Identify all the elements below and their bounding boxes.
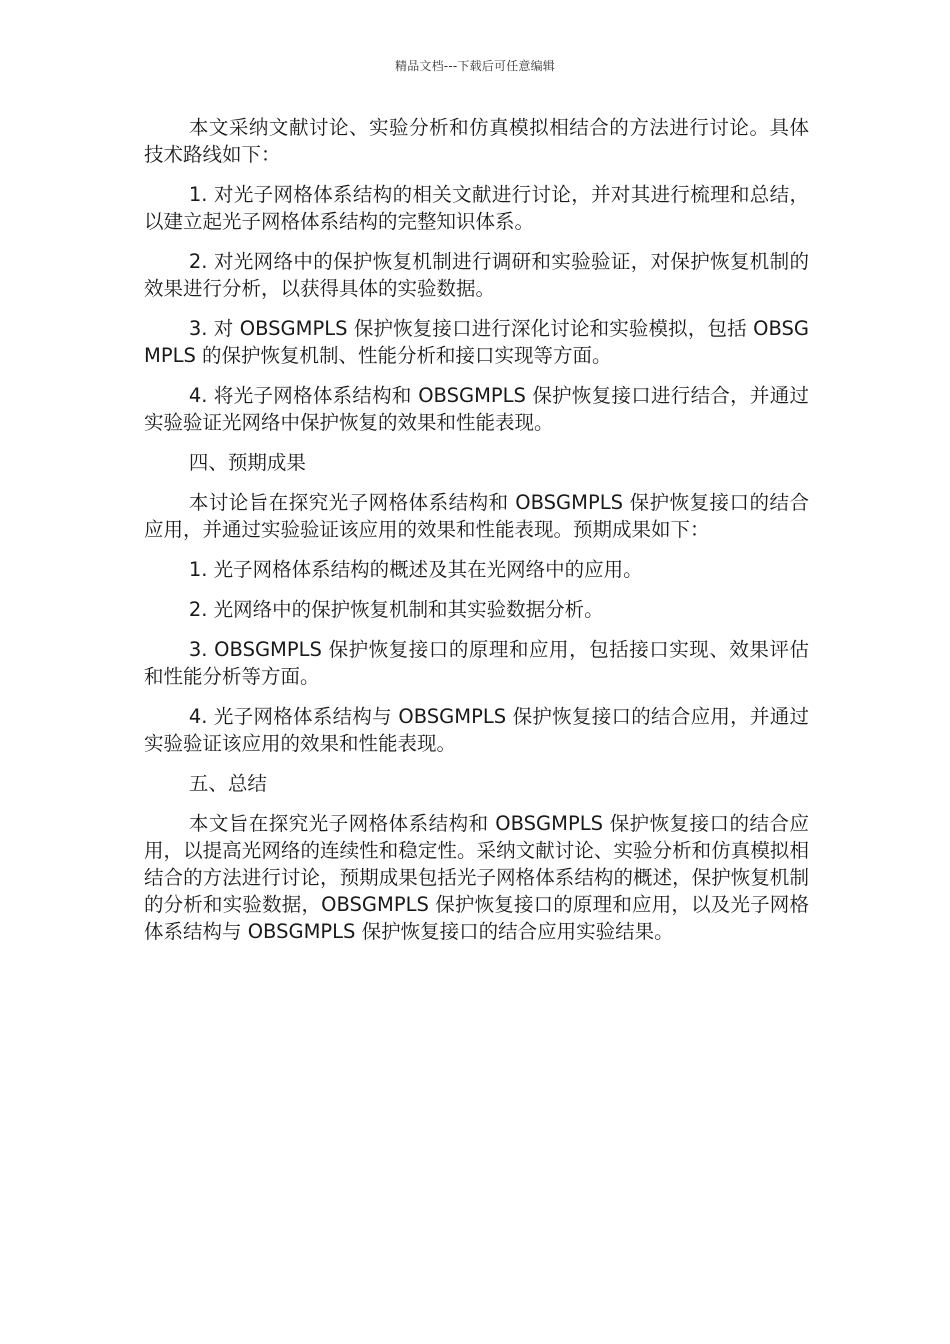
paragraph-route-1: 1. 对光子网格体系结构的相关文献进行讨论，并对其进行梳理和总结，以建立起光子网格体系结构的完整知识体系。 [144, 183, 809, 233]
paragraph-summary: 本文旨在探究光子网格体系结构和 OBSGMPLS 保护恢复接口的结合应用，以提高光网络的连续性和稳定性。采纳文献讨论、实验分析和仿真模拟相结合的方法进行讨论，预期成果包括光子网格体系结构的概述，保护恢复机制的分析和实验数据，OBSGMPLS 保护恢复接口的原理和应用，以及光子网格体系结构与 OBSGMPLS 保护恢复接口的结合应用实验结果。 [144, 812, 809, 943]
page-header: 精品文档---下载后可任意编辑 [395, 59, 555, 73]
paragraph-expected-intro: 本讨论旨在探究光子网格体系结构和 OBSGMPLS 保护恢复接口的结合应用，并通过实验验证该应用的效果和性能表现。预期成果如下： [144, 491, 809, 541]
paragraph-method-intro: 本文采纳文献讨论、实验分析和仿真模拟相结合的方法进行讨论。具体技术路线如下： [144, 116, 809, 166]
paragraph-expected-1: 1. 光子网格体系结构的概述及其在光网络中的应用。 [188, 558, 643, 581]
paragraph-expected-2: 2. 光网络中的保护恢复机制和其实验数据分析。 [188, 598, 604, 621]
section-heading-summary: 五、总结 [188, 772, 267, 795]
paragraph-expected-4: 4. 光子网格体系结构与 OBSGMPLS 保护恢复接口的结合应用，并通过实验验证该应用的效果和性能表现。 [144, 705, 809, 755]
document-body [144, 114, 809, 958]
paragraph-route-4: 4. 将光子网格体系结构和 OBSGMPLS 保护恢复接口进行结合，并通过实验验证光网络中保护恢复的效果和性能表现。 [144, 384, 809, 434]
paragraph-route-3: 3. 对 OBSGMPLS 保护恢复接口进行深化讨论和实验模拟，包括 OBSGMPLS 的保护恢复机制、性能分析和接口实现等方面。 [144, 317, 809, 367]
paragraph-expected-3: 3. OBSGMPLS 保护恢复接口的原理和应用，包括接口实现、效果评估和性能分析等方面。 [144, 638, 809, 688]
section-heading-expected-results: 四、预期成果 [188, 451, 306, 474]
paragraph-route-2: 2. 对光网络中的保护恢复机制进行调研和实验验证，对保护恢复机制的效果进行分析，以获得具体的实验数据。 [144, 250, 809, 300]
